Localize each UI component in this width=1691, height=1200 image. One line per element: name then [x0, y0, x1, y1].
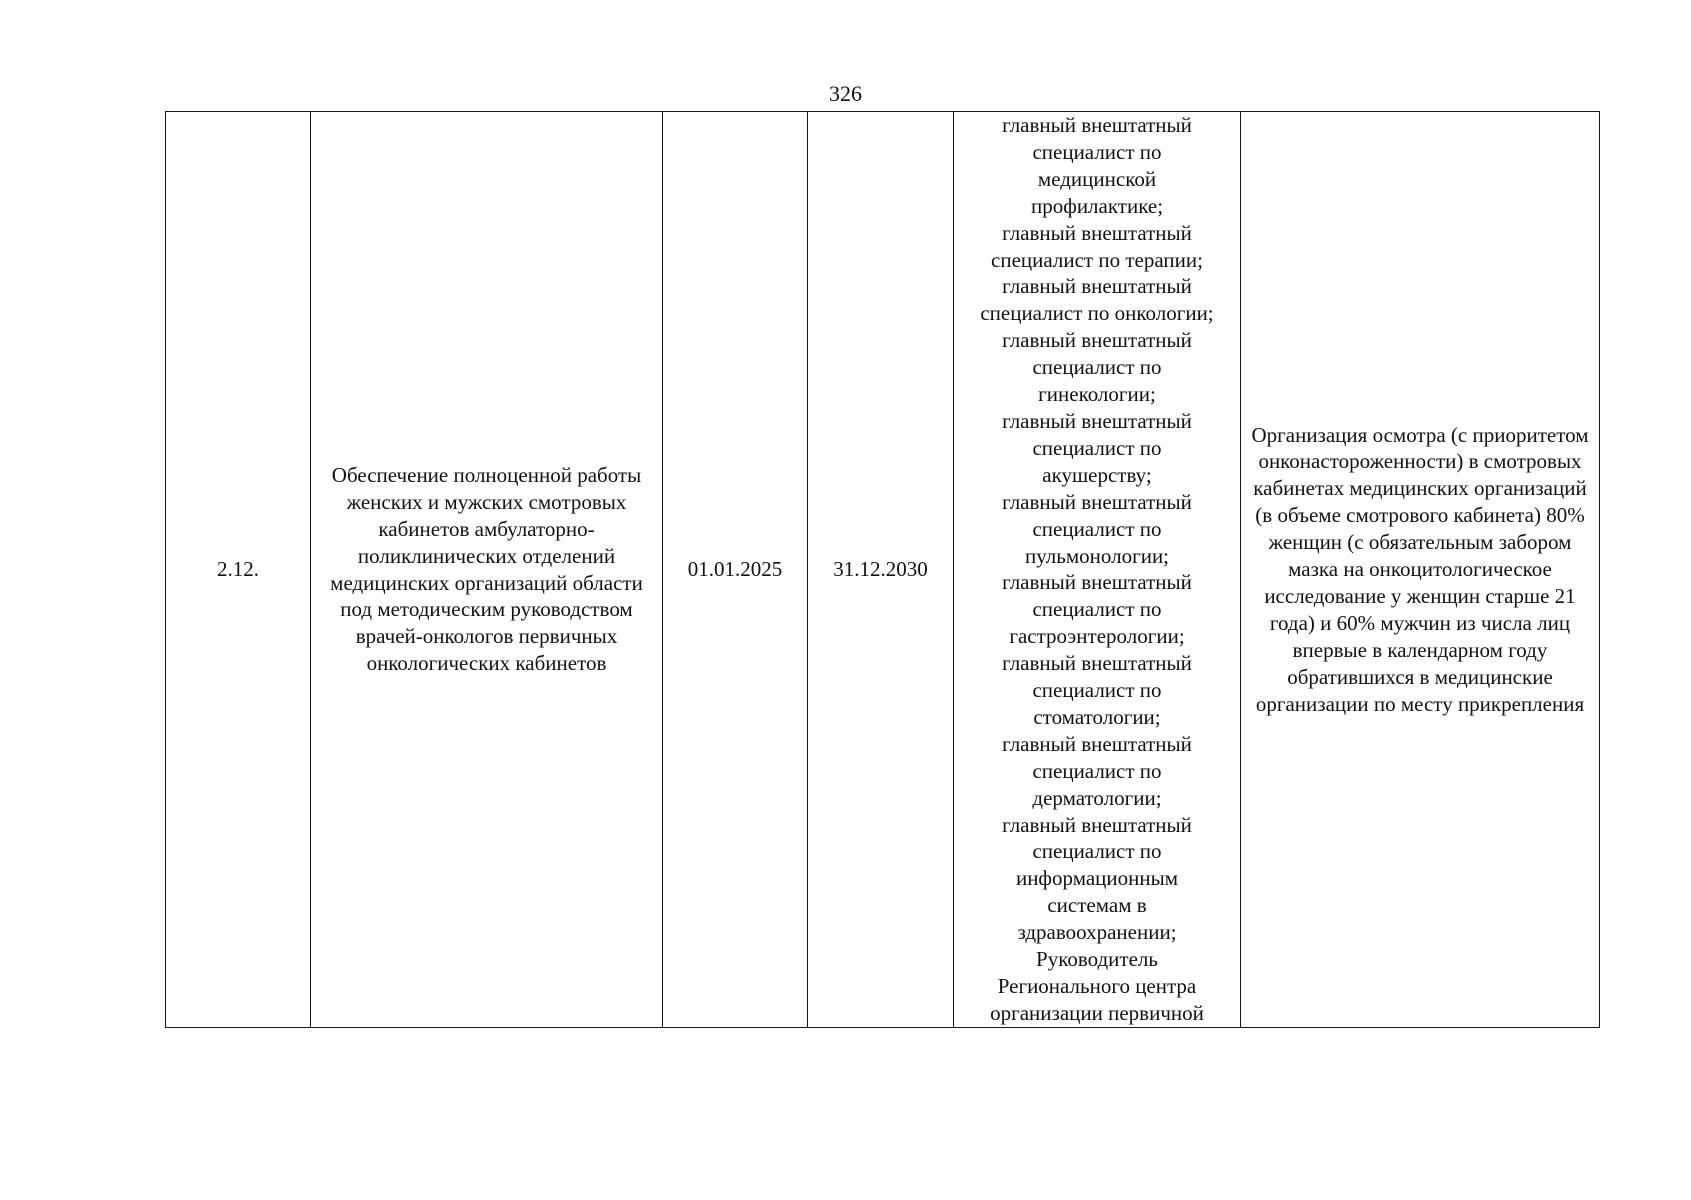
responsible-line: специалист по: [1032, 516, 1162, 541]
responsible-line: специалист по: [1032, 839, 1162, 864]
responsible-line: медицинской: [1037, 166, 1157, 191]
responsible-line: главный внештатный: [1002, 812, 1192, 837]
result-cell: [1241, 112, 1600, 1028]
end-date: 31.12.2030: [833, 557, 928, 582]
responsible-line: специалист по онкологии;: [980, 301, 1214, 326]
end-date-cell: [808, 112, 954, 1028]
responsible-line: акушерству;: [1042, 462, 1152, 487]
responsible-line: главный внештатный: [1002, 489, 1192, 514]
responsible-line: дерматологии;: [1032, 785, 1162, 810]
responsible-line: главный внештатный: [1002, 220, 1192, 245]
event-cell: [311, 112, 663, 1028]
responsible-line: специалист по: [1032, 597, 1162, 622]
start-date-cell: [663, 112, 808, 1028]
responsible-cell: [954, 112, 1241, 1028]
responsible-line: гинекологии;: [1038, 382, 1156, 407]
row-index: 2.12.: [217, 557, 259, 582]
responsible-line: системам в: [1047, 893, 1147, 918]
responsible-line: главный внештатный: [1002, 274, 1192, 299]
responsible-line: главный внештатный: [1002, 570, 1192, 595]
table-row: [166, 112, 1600, 1028]
responsible-line: главный внештатный: [1002, 113, 1192, 137]
responsible-line: главный внештатный: [1002, 651, 1192, 676]
responsible-line: организации первичной: [990, 1000, 1204, 1025]
responsible-line: специалист по: [1032, 758, 1162, 783]
responsible-line: гастроэнтерологии;: [1009, 624, 1185, 649]
responsible-line: Регионального центра: [997, 974, 1197, 998]
responsible-line: здравоохранении;: [1017, 920, 1177, 945]
responsible-line: профилактике;: [1030, 193, 1164, 218]
responsible-line: специалист по: [1032, 139, 1162, 164]
responsible-line: специалист по: [1032, 355, 1162, 380]
page-number: 326: [829, 81, 862, 106]
responsible-line: специалист по: [1032, 678, 1162, 703]
responsible-line: главный внештатный: [1002, 328, 1192, 353]
responsible-line: пульмонологии;: [1024, 543, 1170, 568]
result-text: Организация осмотра (с приоритетом онконастороженности) в смотровых кабинетах медицинских организаций (в объеме смотрового кабинета) 80% женщин (с обязательным забором мазка на онкоцитологическое исследование у женщин старше 21 года) и 60% мужчин из числа лиц впервые в календарном году обратившихся в медицинские организации по месту прикрепления: [1251, 422, 1589, 716]
start-date: 01.01.2025: [687, 557, 783, 582]
responsible-line: главный внештатный: [1002, 408, 1192, 433]
event-text: Обеспечение полноценной работы женских и мужских смотровых кабинетов амбулаторно-поликлинических отделений медицинских организаций области под методическим руководством врачей-онкологов первичных онкологических кабинетов: [330, 462, 643, 676]
measures-table: [165, 111, 1600, 1028]
responsible-line: главный внештатный: [1002, 731, 1192, 756]
responsible-line: специалист по: [1032, 435, 1162, 460]
row-index-cell: [166, 112, 311, 1028]
responsible-line: Руководитель: [1036, 947, 1158, 972]
responsible-line: стоматологии;: [1033, 704, 1161, 729]
responsible-line: информационным: [1015, 866, 1179, 891]
responsible-list: [956, 112, 1238, 1027]
responsible-line: специалист по терапии;: [991, 247, 1203, 272]
